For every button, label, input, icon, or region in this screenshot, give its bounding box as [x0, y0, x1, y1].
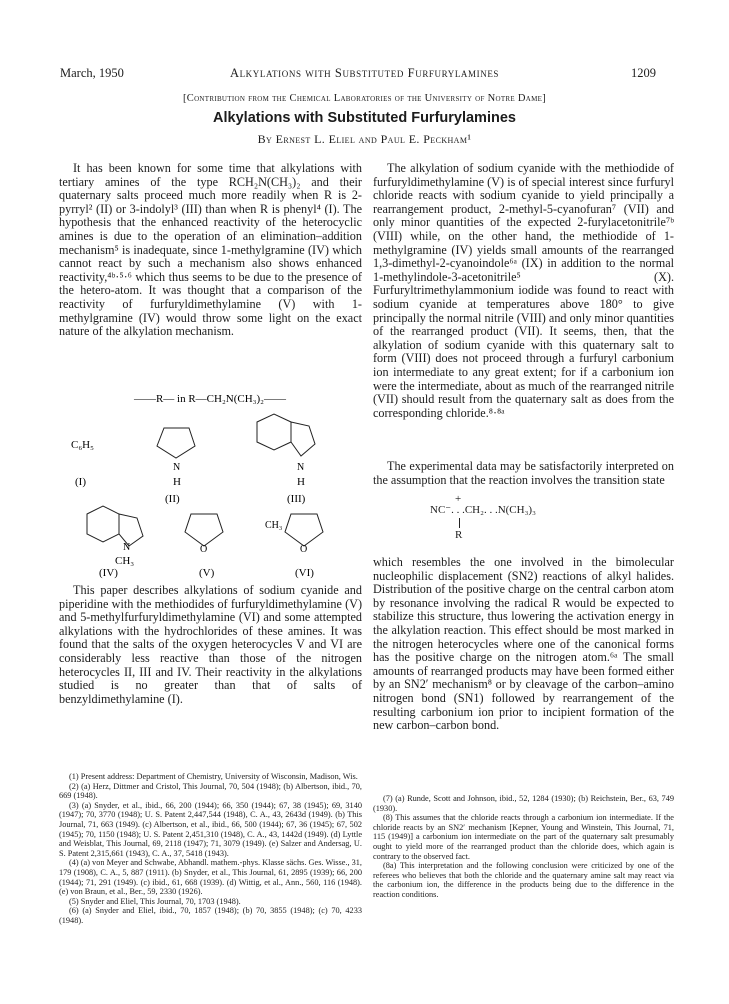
footnote: (7) (a) Runde, Scott and Johnson, ibid., 52, 1284 (1930); (b) Reichstein, Ber., 63, 749 (1930).: [373, 794, 674, 813]
article-title: Alkylations with Substituted Furfurylamines: [213, 110, 516, 126]
label-iii: (III): [287, 493, 306, 505]
footnotes-right: [373, 794, 674, 900]
right-third-paragraph: which resembles the one involved in the bimolecular nucleophilic displacement (SN2) reactions of alkyl halides. Distribution of the positive charge on the central carbon atom by resonance involving the radical R would be expected to stabilize this structure, thus lowering the activation energy in the alkylation reaction. This effect should be most marked in the nitrogen heterocycles where one of the canonical forms has the positive charge on the nitrogen atom.⁶ᵃ The small amounts of rearranged products may have been formed either by an SN2′ mechanism⁸ or by cleavage of the carbon–amino nitrogen bond (SN1) followed by rearrangement of the resulting carbonium ion prior to incipient formation of the new carbon–carbon bond.: [373, 555, 674, 733]
furan-o-label: O: [200, 544, 208, 555]
label-vi: (VI): [295, 567, 314, 579]
furan-ring: [185, 514, 223, 546]
right-first-paragraph: The alkylation of sodium cyanide with the methiodide of furfuryldimethylamine (V) is of special interest since furfuryl chloride reacts with sodium cyanide to yield principally a rearrangement product, 2-methyl-5-cyanofuran⁷ (VII) and only minor quantities of the expected 2-furylacetonitrile⁷ᵇ (VIII) while, on the other hand, the methiodide of 1-methylgramine (IV) yields small amounts of the rearranged 1,3-dimethyl-2-cyanoindole⁶ᵃ (IX) in addition to the normal 1-methylindole-3-acetonitrile⁵ (X). Furfuryltrimethylammonium iodide was found to react with sodium cyanide at temperatures above 180° to give principally the normal nitrile (VIII) and only minor quantities of the rearranged product (VII). It seems, then, that the alkylation of sodium cyanide with this quaternary salt to form (VIII) does not proceed through a furfuryl carbonium ion intermediate to any great extent; for if a carbonium ion were the intermediate, about as much of the rearranged nitrile (VII) should result from the quaternary salt as does from the corresponding chloride.⁸·⁸ᵃ: [373, 161, 674, 420]
running-header-title: Alkylations with Substituted Furfurylamines: [229, 66, 500, 80]
footnotes-left: [59, 772, 362, 926]
transition-state: NC⁻. . .CH₂. . .N(CH₃)₃: [430, 504, 536, 516]
footnote: (4) (a) von Meyer and Schwabe, Abhandl. mathem.-phys. Klasse sächs. Ges. Wisse., 31, 179 (1908), C. A., 5, 887 (1911). (b) Snyder, et al., This Journal, 61, 2895 (1939); 66, 200 (1944); 71, 291 (1949). (c) ibid., 61, 668 (1939). (d) Wittig, et al., Ann., 560, 116 (1948). (e) von Braun, et al., Ber., 59, 2330 (1926).: [59, 858, 362, 897]
article-authors: By Ernest L. Eliel and Paul E. Peckham¹: [257, 132, 472, 146]
running-header-date: March, 1950: [60, 66, 124, 80]
transition-state-plus: +: [455, 493, 462, 505]
contribution-line: [Contribution from the Chemical Laboratories of the University of Notre Dame]: [182, 93, 547, 104]
transition-state-bond: [459, 518, 460, 528]
methylindole-n-label: N: [123, 542, 131, 553]
footnote: (1) Present address: Department of Chemistry, University of Wisconsin, Madison, Wis.: [69, 772, 358, 781]
pyrrole-ring: [157, 428, 195, 458]
methylfuran-ring: [285, 514, 323, 546]
label-v: (V): [199, 567, 215, 579]
methylindole-ring: [87, 506, 143, 546]
methylindole-ch3-label: CH₃: [115, 555, 135, 567]
label-i: (I): [75, 476, 86, 488]
label-ii: (II): [165, 493, 180, 505]
pyrrole-n-label: N: [173, 462, 181, 473]
footnote: (8) This assumes that the chloride reacts through a carbonium ion intermediate. If the chloride reacts by an SN2′ mechanism [Kepner, Young and Winstein, This Journal, 71, 115 (1949)] a carbonium ion intermediate on the part of the quaternary salt presumably ought to yield more of the rearranged product than the chloride does, which again is contrary to the observed fact.: [373, 813, 674, 861]
page-number: 1209: [631, 66, 656, 80]
footnote: (6) (a) Snyder and Eliel, ibid., 70, 1857 (1948); (b) 70, 3855 (1948); (c) 70, 4233 (1948).: [59, 906, 362, 925]
footnote: (2) (a) Herz, Dittmer and Cristol, This Journal, 70, 504 (1948); (b) Albertson, ibid., 70, 669 (1948).: [59, 781, 362, 801]
phenyl-label: C₆H₅: [71, 439, 94, 451]
footnote: (3) (a) Snyder, et al., ibid., 66, 200 (1944); 66, 350 (1944); 67, 38 (1945); 69, 3140 (1947); 70, 3770 (1948); U. S. Patent 2,447,544 (1948), C. A., 43, 2643d (1949). (b) This Journal, 71, 663 (1949). (c) Albertson, et al., ibid., 66, 500 (1944); 67, 36 (1945); 67, 502 (1945); 70, 1150 (1948); U. S. Patent 2,451,310 (1948), C. A., 43, 1442d (1949). (d) Lyttle and Weisblat, This Journal, 69, 2118 (1947); 71, 3079 (1949). (e) Salzer and Andersag, U. S. Patent 2,315,661 (1943), C. A., 37, 5418 (1943).: [59, 800, 362, 858]
right-second-paragraph: The experimental data may be satisfactorily interpreted on the assumption that the reaction involves the transition state: [373, 459, 674, 487]
indole-h-label: H: [297, 476, 305, 488]
footnote: (5) Snyder and Eliel, This Journal, 70, 1703 (1948).: [69, 896, 241, 906]
label-iv: (IV): [99, 567, 118, 579]
indole-n-label: N: [297, 462, 305, 473]
structure-scheme: [59, 390, 362, 580]
footnote: (8a) This interpretation and the following conclusion were criticized by one of the referees who believes that both the chloride and the quaternary amine salt may react via the carbonium ion, the difference in the products being due to the difference in the reaction conditions.: [373, 861, 674, 899]
transition-state-r: R: [455, 529, 463, 541]
scheme-heading: ——R— in R—CH₂N(CH₃)₂——: [133, 393, 287, 405]
intro-paragraph: It has been known for some time that alkylations with tertiary amines of the type RCH₂N(CH₃)₂ and their quaternary salts proceed much more readily when R is 2-pyrryl² (II) or 3-indolyl³ (III) than when R is phenyl⁴ (I). The hypothesis that the enhanced reactivity of the heterocyclic amines is due to the operation of an elimination–addition mechanism⁵ is inadequate, since 1-methylgramine (IV) which cannot react by such a mechanism also shows enhanced reactivity,⁴ᵇ·⁵·⁶ which thus seems to be due to the presence of the hetero-atom. It was thought that a comparison of the reactivity of furfuryldimethylamine (V) with 1-methylgramine (IV) would throw some light on the exact nature of the alkylation mechanism.: [59, 161, 362, 339]
methylfuran-ch3-label: CH₃: [265, 520, 283, 531]
second-paragraph: This paper describes alkylations of sodium cyanide and piperidine with the methiodides of furfuryldimethylamine (V) and 5-methylfurfuryldimethylamine (VI) and some attempted alkylations with the hydrochlorides of these amines. It was found that the salts of the oxygen heterocycles V and VI are considerably less reactive than those of the nitrogen heterocycles II, III and IV. Their reactivity in the alkylations studied is no greater than that of salts of benzyldimethylamine (I).: [59, 583, 362, 706]
methylfuran-o-label: O: [300, 544, 308, 555]
indole-ring: [257, 414, 315, 456]
pyrrole-h-label: H: [173, 476, 181, 488]
